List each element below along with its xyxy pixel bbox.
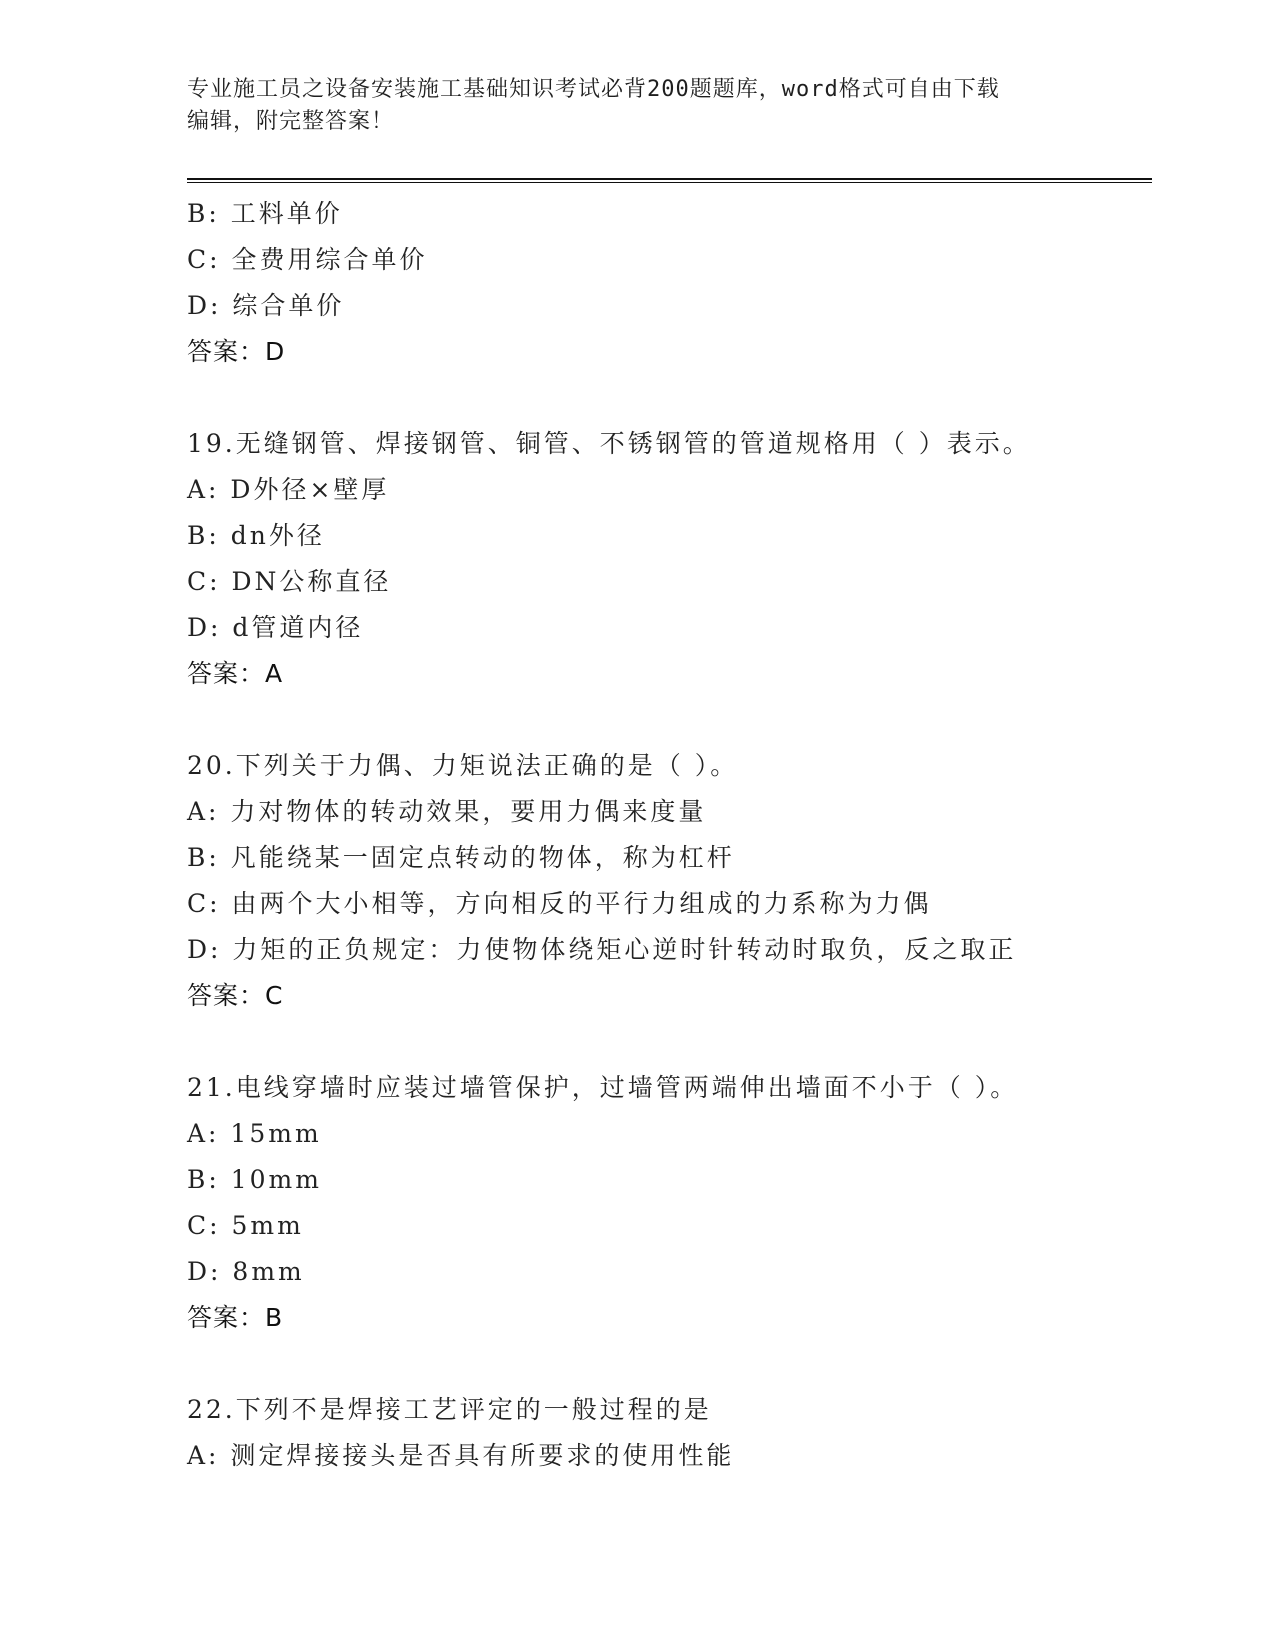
spacer — [187, 1019, 1152, 1065]
question-22 — [187, 1387, 1152, 1479]
option-d: D: 力矩的正负规定：力使物体绕矩心逆时针转动时取负，反之取正 — [187, 935, 1017, 964]
answer: 答案：C — [187, 981, 284, 1010]
answer: 答案：B — [187, 1303, 284, 1332]
option-a: A: 15mm — [187, 1119, 322, 1148]
option-c: C: 由两个大小相等，方向相反的平行力组成的力系称为力偶 — [187, 889, 932, 918]
option-b: B: 凡能绕某一固定点转动的物体，称为杠杆 — [187, 843, 735, 872]
page-header — [187, 74, 1067, 138]
option-b: B: 10mm — [187, 1165, 322, 1194]
option-d: D: 综合单价 — [187, 291, 345, 320]
question-text: 19.无缝钢管、焊接钢管、铜管、不锈钢管的管道规格用（ ）表示。 — [187, 429, 1031, 458]
option-a: A: 力对物体的转动效果，要用力偶来度量 — [187, 797, 707, 826]
option-d: D: 8mm — [187, 1257, 305, 1286]
option-b: B: dn外径 — [187, 521, 325, 550]
option-c: C: DN公称直径 — [187, 567, 392, 596]
spacer — [187, 1341, 1152, 1387]
question-text: 22.下列不是焊接工艺评定的一般过程的是 — [187, 1395, 712, 1424]
option-a: A: D外径×壁厚 — [187, 475, 390, 504]
option-b: B: 工料单价 — [187, 199, 343, 228]
answer: 答案：D — [187, 337, 286, 366]
header-line-1: 专业施工员之设备安装施工基础知识考试必背200题题库，word格式可自由下载 — [187, 77, 1000, 102]
option-d: D: d管道内径 — [187, 613, 364, 642]
header-divider-thick — [187, 178, 1152, 180]
option-c: C: 5mm — [187, 1211, 304, 1240]
spacer — [187, 697, 1152, 743]
answer: 答案：A — [187, 659, 284, 688]
question-19 — [187, 421, 1152, 697]
question-18 — [187, 191, 1152, 375]
option-c: C: 全费用综合单价 — [187, 245, 428, 274]
option-a: A: 测定焊接接头是否具有所要求的使用性能 — [187, 1441, 735, 1470]
spacer — [187, 375, 1152, 421]
question-21 — [187, 1065, 1152, 1341]
question-list — [187, 191, 1152, 1479]
header-divider-thin — [187, 182, 1152, 183]
header-line-2: 编辑，附完整答案！ — [187, 109, 395, 134]
question-20 — [187, 743, 1152, 1019]
question-text: 20.下列关于力偶、力矩说法正确的是（ ）。 — [187, 751, 739, 780]
question-text: 21.电线穿墙时应装过墙管保护，过墙管两端伸出墙面不小于（ ）。 — [187, 1073, 1019, 1102]
